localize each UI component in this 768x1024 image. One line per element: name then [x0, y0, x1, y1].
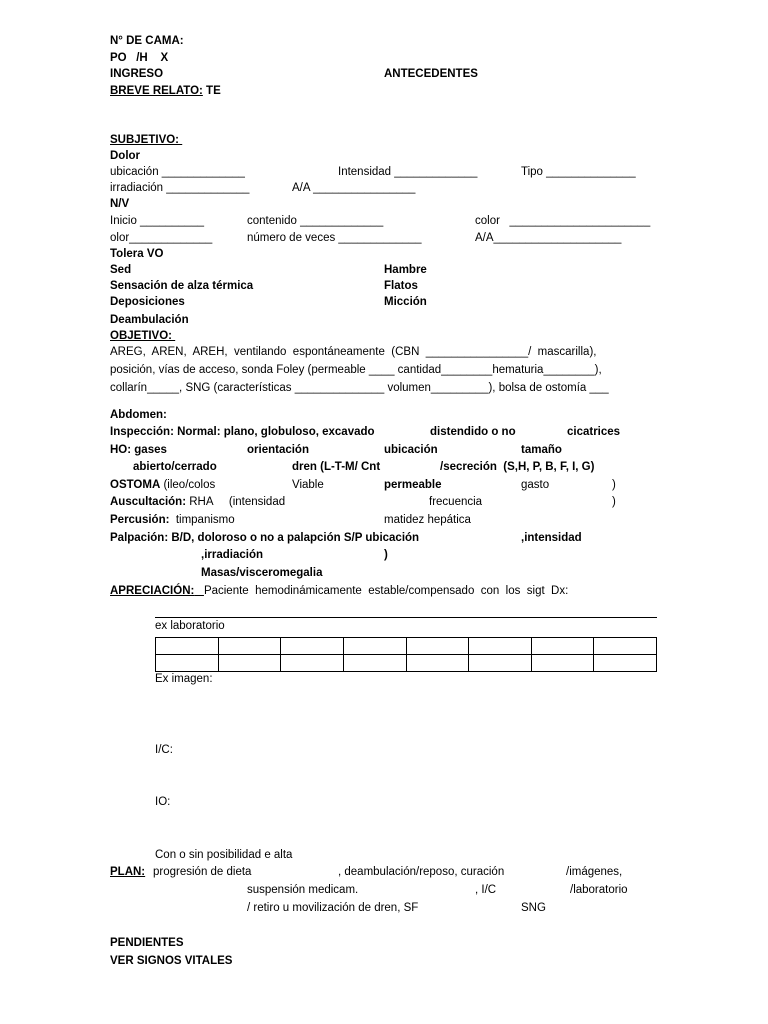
lab-table-cell: [218, 655, 281, 672]
palpacion-text: doloroso o no a palapción S/P ubicación: [194, 532, 420, 544]
miccion-label: Micción: [384, 296, 427, 308]
plan-title: PLAN:: [110, 866, 146, 878]
subjetivo-title: SUBJETIVO:: [110, 134, 183, 146]
po-label: PO /H X: [110, 52, 169, 64]
lab-table-cell: [594, 655, 657, 672]
retiro-label: / retiro u movilización de dren, SF: [247, 902, 419, 914]
percusion-label: Percusión:: [110, 514, 170, 526]
diagnosis-line: [155, 617, 657, 618]
plan-laboratorio-label: /laboratorio: [570, 884, 628, 896]
objetivo-line-3: collarín_____, SNG (características ______________ volumen_________), bolsa de ostomía ___: [110, 382, 609, 394]
lab-table-cell: [343, 638, 406, 655]
close-paren-2: ): [612, 496, 616, 508]
dolor-label: Dolor: [110, 150, 141, 162]
permeable-label: permeable: [384, 479, 442, 491]
contenido-field: contenido _____________: [247, 215, 384, 227]
lab-table-cell: [531, 638, 594, 655]
suspension-label: suspensión medicam.: [247, 884, 359, 896]
palpacion-label: Palpación: B/D,: [110, 532, 195, 544]
hambre-label: Hambre: [384, 264, 427, 276]
ostoma-row: [110, 480, 215, 492]
tolera-vo-label: Tolera VO: [110, 248, 164, 260]
lab-table-row: [156, 638, 657, 655]
apreciacion-text: Paciente hemodinámicamente estable/compensado con los sigt Dx:: [203, 585, 569, 597]
lab-table-cell: [594, 638, 657, 655]
lab-table-cell: [281, 638, 344, 655]
palpacion-row: [110, 533, 419, 545]
irradiacion-field: irradiación _____________: [110, 182, 250, 194]
color-field: color ______________________: [475, 215, 651, 227]
nv-label: N/V: [110, 198, 130, 210]
tipo-field: Tipo ______________: [521, 166, 636, 178]
close-paren-1: ): [612, 479, 616, 491]
aa-field-1: A/A ________________: [292, 182, 416, 194]
percusion-row: [110, 515, 235, 527]
lab-table: [155, 637, 657, 672]
tamano-label: tamaño: [521, 444, 562, 456]
deambulacion-reposo-label: , deambulación/reposo, curación: [338, 866, 505, 878]
abierto-cerrado-label: abierto/cerrado: [133, 461, 217, 473]
lab-table-cell: [469, 638, 532, 655]
deposiciones-label: Deposiciones: [110, 296, 185, 308]
gasto-label: gasto: [521, 479, 550, 491]
viable-label: Viable: [292, 479, 324, 491]
lab-table-cell: [281, 655, 344, 672]
secrecion-label: /secreción (S,H, P, B, F, I, G): [440, 461, 595, 473]
deambulacion-label: Deambulación: [110, 314, 189, 326]
timpanismo-label: timpanismo: [169, 514, 235, 526]
dren-label: dren (L-T-M/ Cnt: [292, 461, 381, 473]
inspeccion-label: Inspección: Normal: plano, globuloso, excavado: [110, 426, 375, 438]
lab-table-row: [156, 655, 657, 672]
ex-laboratorio-label: ex laboratorio: [155, 620, 225, 632]
breve-relato: [110, 86, 221, 98]
lab-table-cell: [218, 638, 281, 655]
alza-termica-label: Sensación de alza térmica: [110, 280, 254, 292]
imagenes-label: /imágenes,: [566, 866, 623, 878]
palpacion-irradiacion-label: ,irradiación: [201, 549, 263, 561]
lab-table-cell: [156, 655, 219, 672]
numero-veces-field: número de veces _____________: [247, 232, 422, 244]
ileo-colos-label: (ileo/colos: [160, 479, 216, 491]
auscultacion-label: Auscultación:: [110, 496, 187, 508]
matidez-label: matidez hepática: [384, 514, 471, 526]
lab-table-cell: [531, 655, 594, 672]
lab-table-cell: [156, 638, 219, 655]
olor-field: olor_____________: [110, 232, 213, 244]
alta-label: Con o sin posibilidad e alta: [155, 849, 293, 861]
close-paren-3: ): [384, 549, 388, 561]
ubicacion-field: ubicación _____________: [110, 166, 245, 178]
sed-label: Sed: [110, 264, 132, 276]
objetivo-title: OBJETIVO:: [110, 330, 176, 342]
breve-relato-value: TE: [202, 85, 221, 97]
pendientes-label: PENDIENTES: [110, 937, 184, 949]
ex-imagen-label: Ex imagen:: [155, 673, 213, 685]
auscultacion-row: [110, 497, 285, 509]
abdomen-title: Abdomen:: [110, 409, 167, 421]
ingreso-label: INGRESO: [110, 68, 164, 80]
lab-table-cell: [406, 638, 469, 655]
masas-label: Masas/visceromegalia: [201, 567, 323, 579]
lab-table-cell: [343, 655, 406, 672]
progresion-label: progresión de dieta: [153, 866, 252, 878]
lab-table-cell: [406, 655, 469, 672]
apreciacion-title: APRECIACIÓN:: [110, 585, 195, 597]
bed-number-label: N° DE CAMA:: [110, 35, 184, 47]
plan-ic-label: , I/C: [475, 884, 497, 896]
frecuencia-label: frecuencia: [429, 496, 483, 508]
aa-field-2: A/A____________________: [475, 232, 622, 244]
lab-table-cell: [469, 655, 532, 672]
objetivo-line-2: posición, vías de acceso, sonda Foley (permeable ____ cantidad________hematuria________),: [110, 364, 602, 376]
ho-ubicacion-label: ubicación: [384, 444, 438, 456]
ic-label: I/C:: [155, 744, 173, 756]
signos-vitales-label: VER SIGNOS VITALES: [110, 955, 233, 967]
apreciacion-row: [110, 586, 568, 598]
ho-gases-label: HO: gases: [110, 444, 167, 456]
distendido-label: distendido o no: [430, 426, 516, 438]
antecedentes-label: ANTECEDENTES: [384, 68, 478, 80]
cicatrices-label: cicatrices: [567, 426, 621, 438]
flatos-label: Flatos: [384, 280, 418, 292]
palpacion-intensidad-label: ,intensidad: [521, 532, 582, 544]
inicio-field: Inicio __________: [110, 215, 204, 227]
intensidad-field: Intensidad _____________: [338, 166, 478, 178]
ostoma-label: OSTOMA: [110, 479, 161, 491]
sng-label: SNG: [521, 902, 546, 914]
breve-relato-label: BREVE RELATO:: [110, 85, 203, 97]
rha-label: RHA (intensidad: [186, 496, 286, 508]
orientacion-label: orientación: [247, 444, 309, 456]
io-label: IO:: [155, 796, 171, 808]
objetivo-line-1: AREG, AREN, AREH, ventilando espontáneamente (CBN ________________/ mascarilla),: [110, 346, 597, 358]
